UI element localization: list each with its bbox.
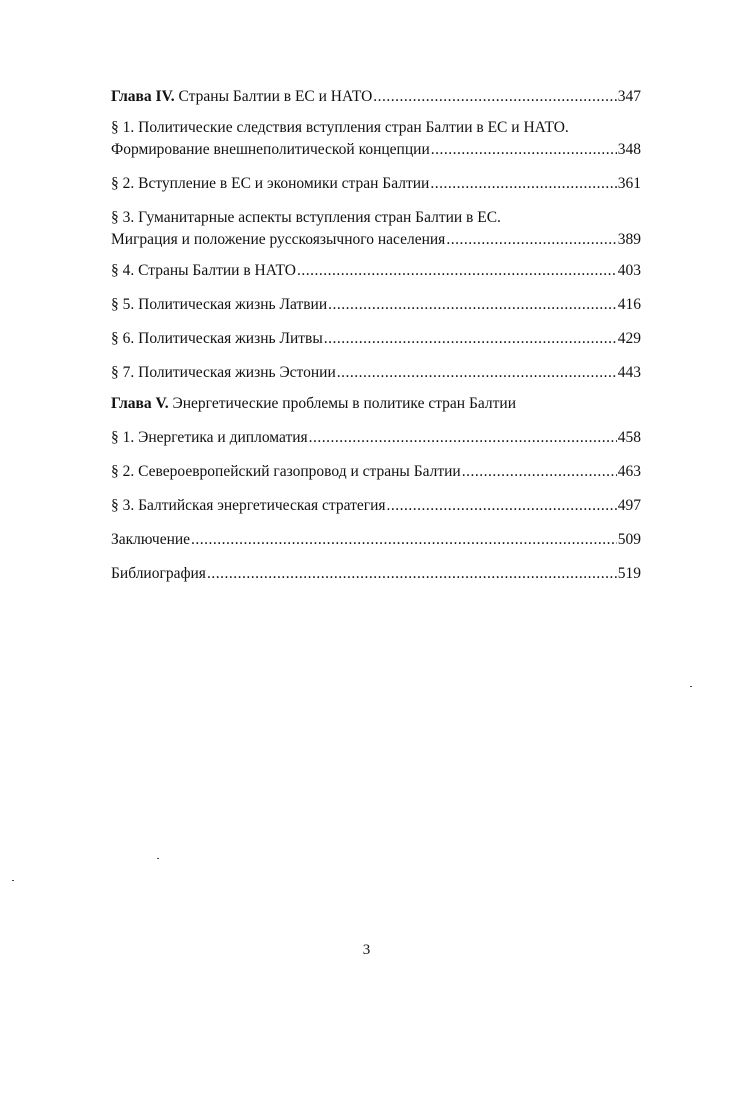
- section-title: § 4. Страны Балтии в НАТО: [111, 262, 297, 279]
- toc-section-4-2: [111, 173, 641, 195]
- chapter-label: Глава V.: [111, 395, 169, 412]
- dot-leader: [373, 86, 616, 108]
- section-title: § 2. Вступление в ЕС и экономики стран Балтии: [111, 175, 430, 192]
- section-title: Формирование внешнеполитической концепции: [111, 141, 430, 158]
- toc-section-4-3: [111, 207, 641, 251]
- page-ref: 458: [617, 429, 641, 446]
- section-title: Миграция и положение русскоязычного населения: [111, 231, 446, 248]
- toc-section-4-7: [111, 362, 641, 384]
- dot-leader: [297, 260, 617, 282]
- scan-speck: [157, 858, 159, 859]
- toc-chapter-5: [111, 393, 641, 415]
- page-ref: 403: [617, 262, 641, 279]
- chapter-title: Страны Балтии в ЕС и НАТО: [178, 88, 373, 105]
- section-title: § 7. Политическая жизнь Эстонии: [111, 364, 336, 381]
- dot-leader: [207, 563, 617, 585]
- page-ref: 389: [617, 231, 641, 248]
- page-ref: 463: [617, 463, 641, 480]
- chapter-label: Глава IV.: [111, 88, 175, 105]
- page-ref: 509: [617, 531, 641, 548]
- toc-section-4-4: [111, 260, 641, 282]
- section-title: § 6. Политическая жизнь Литвы: [111, 330, 323, 347]
- section-title: § 2. Североевропейский газопровод и страны Балтии: [111, 463, 461, 480]
- bibliography-title: Библиография: [111, 565, 206, 582]
- table-of-contents: [111, 86, 641, 585]
- page-ref: 497: [617, 497, 641, 514]
- section-title-line: § 3. Гуманитарные аспекты вступления стран Балтии в ЕС.: [111, 209, 501, 226]
- chapter-title: Энергетические проблемы в политике стран Балтии: [172, 395, 516, 412]
- dot-leader: [462, 461, 617, 483]
- toc-section-5-3: [111, 495, 641, 517]
- dot-leader: [324, 328, 617, 350]
- section-title: § 1. Энергетика и дипломатия: [111, 429, 308, 446]
- dot-leader: [430, 173, 616, 195]
- page-ref: 443: [617, 364, 641, 381]
- dot-leader: [446, 229, 616, 251]
- dot-leader: [387, 495, 617, 517]
- dot-leader: [328, 294, 617, 316]
- toc-section-5-1: [111, 427, 641, 449]
- page-ref: 519: [617, 565, 641, 582]
- conclusion-title: Заключение: [111, 531, 191, 548]
- dot-leader: [191, 529, 617, 551]
- dot-leader: [337, 362, 617, 384]
- section-title: § 5. Политическая жизнь Латвии: [111, 296, 328, 313]
- toc-conclusion: [111, 529, 641, 551]
- page-ref: 348: [617, 141, 641, 158]
- page-number: 3: [362, 942, 371, 958]
- scan-speck: [12, 880, 14, 881]
- page-ref: 347: [617, 88, 641, 105]
- dot-leader: [309, 427, 617, 449]
- page-ref: 429: [617, 330, 641, 347]
- toc-section-4-6: [111, 328, 641, 350]
- toc-section-4-1: [111, 117, 641, 161]
- dot-leader: [431, 139, 617, 161]
- page-ref: 416: [617, 296, 641, 313]
- page-ref: 361: [617, 175, 641, 192]
- toc-chapter-4: [111, 86, 641, 108]
- section-title: § 3. Балтийская энергетическая стратегия: [111, 497, 386, 514]
- toc-bibliography: [111, 563, 641, 585]
- toc-section-5-2: [111, 461, 641, 483]
- section-title-line: § 1. Политические следствия вступления стран Балтии в ЕС и НАТО.: [111, 119, 569, 136]
- scan-speck: [690, 686, 692, 687]
- toc-section-4-5: [111, 294, 641, 316]
